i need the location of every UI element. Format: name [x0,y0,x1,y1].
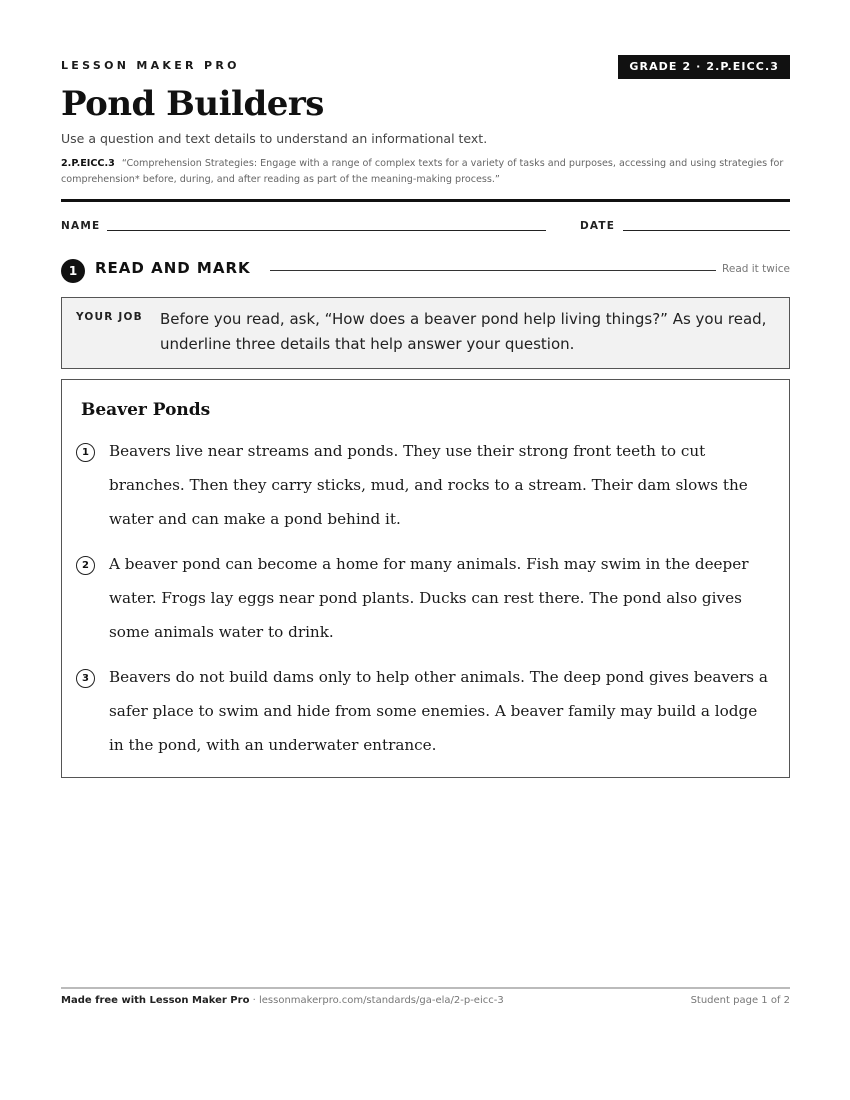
date-field[interactable] [623,230,790,231]
passage-title: Beaver Ponds [81,400,211,420]
section-title: READ AND MARK [95,259,251,277]
your-job-label: YOUR JOB [76,311,143,323]
section-hint: Read it twice [722,263,790,275]
page-subtitle: Use a question and text details to understand an informational text. [61,131,488,146]
name-label: NAME [61,220,101,232]
paragraph-text[interactable]: A beaver pond can become a home for many animals. Fish may swim in the deeper water. Frogs lay eggs near pond plants. Ducks can rest there. The pond also gives some animals water to drink. [109,555,749,641]
name-field[interactable] [107,230,546,231]
brand-name: LESSON MAKER PRO [61,59,240,72]
your-job-box [61,297,790,369]
footer-made-with: Made free with Lesson Maker Pro [61,995,250,1006]
grade-badge: GRADE 2 · 2.P.EICC.3 [618,55,790,79]
paragraph-text[interactable]: Beavers do not build dams only to help other animals. The deep pond gives beavers a safer place to swim and hide from some enemies. A beaver family may build a lodge in the pond, with an underwater entrance. [109,668,768,754]
worksheet-page [61,0,790,1100]
date-label: DATE [580,220,616,232]
page-title: Pond Builders [61,84,324,124]
header-divider [61,199,790,202]
standard-text: “Comprehension Strategies: Engage with a range of complex texts for a variety of tasks and purposes, accessing and using strategies for comprehension* before, during, and after reading as part of the meaning-making process.” [61,158,784,185]
paragraph-number-badge: 1 [76,443,95,462]
paragraph-number-badge: 3 [76,669,95,688]
footer-page-number: Student page 1 of 2 [690,995,790,1006]
section-number-badge: 1 [61,259,85,283]
paragraph-text[interactable]: Beavers live near streams and ponds. They use their strong front teeth to cut branches. Then they carry sticks, mud, and rocks to a stream. Their dam slows the water and can make a pond behind it. [109,442,748,528]
standard-description [61,156,790,188]
standard-code: 2.P.EICC.3 [61,158,115,169]
section-divider [270,270,716,271]
paragraph-number-badge: 2 [76,556,95,575]
your-job-instructions: Before you read, ask, “How does a beaver pond help living things?” As you read, underline three details that help answer your question. [160,310,767,353]
footer-credit [61,995,504,1006]
reading-passage [61,379,790,778]
footer-url[interactable]: · lessonmakerpro.com/standards/ga-ela/2-p-eicc-3 [249,995,504,1006]
footer-divider [61,987,790,989]
